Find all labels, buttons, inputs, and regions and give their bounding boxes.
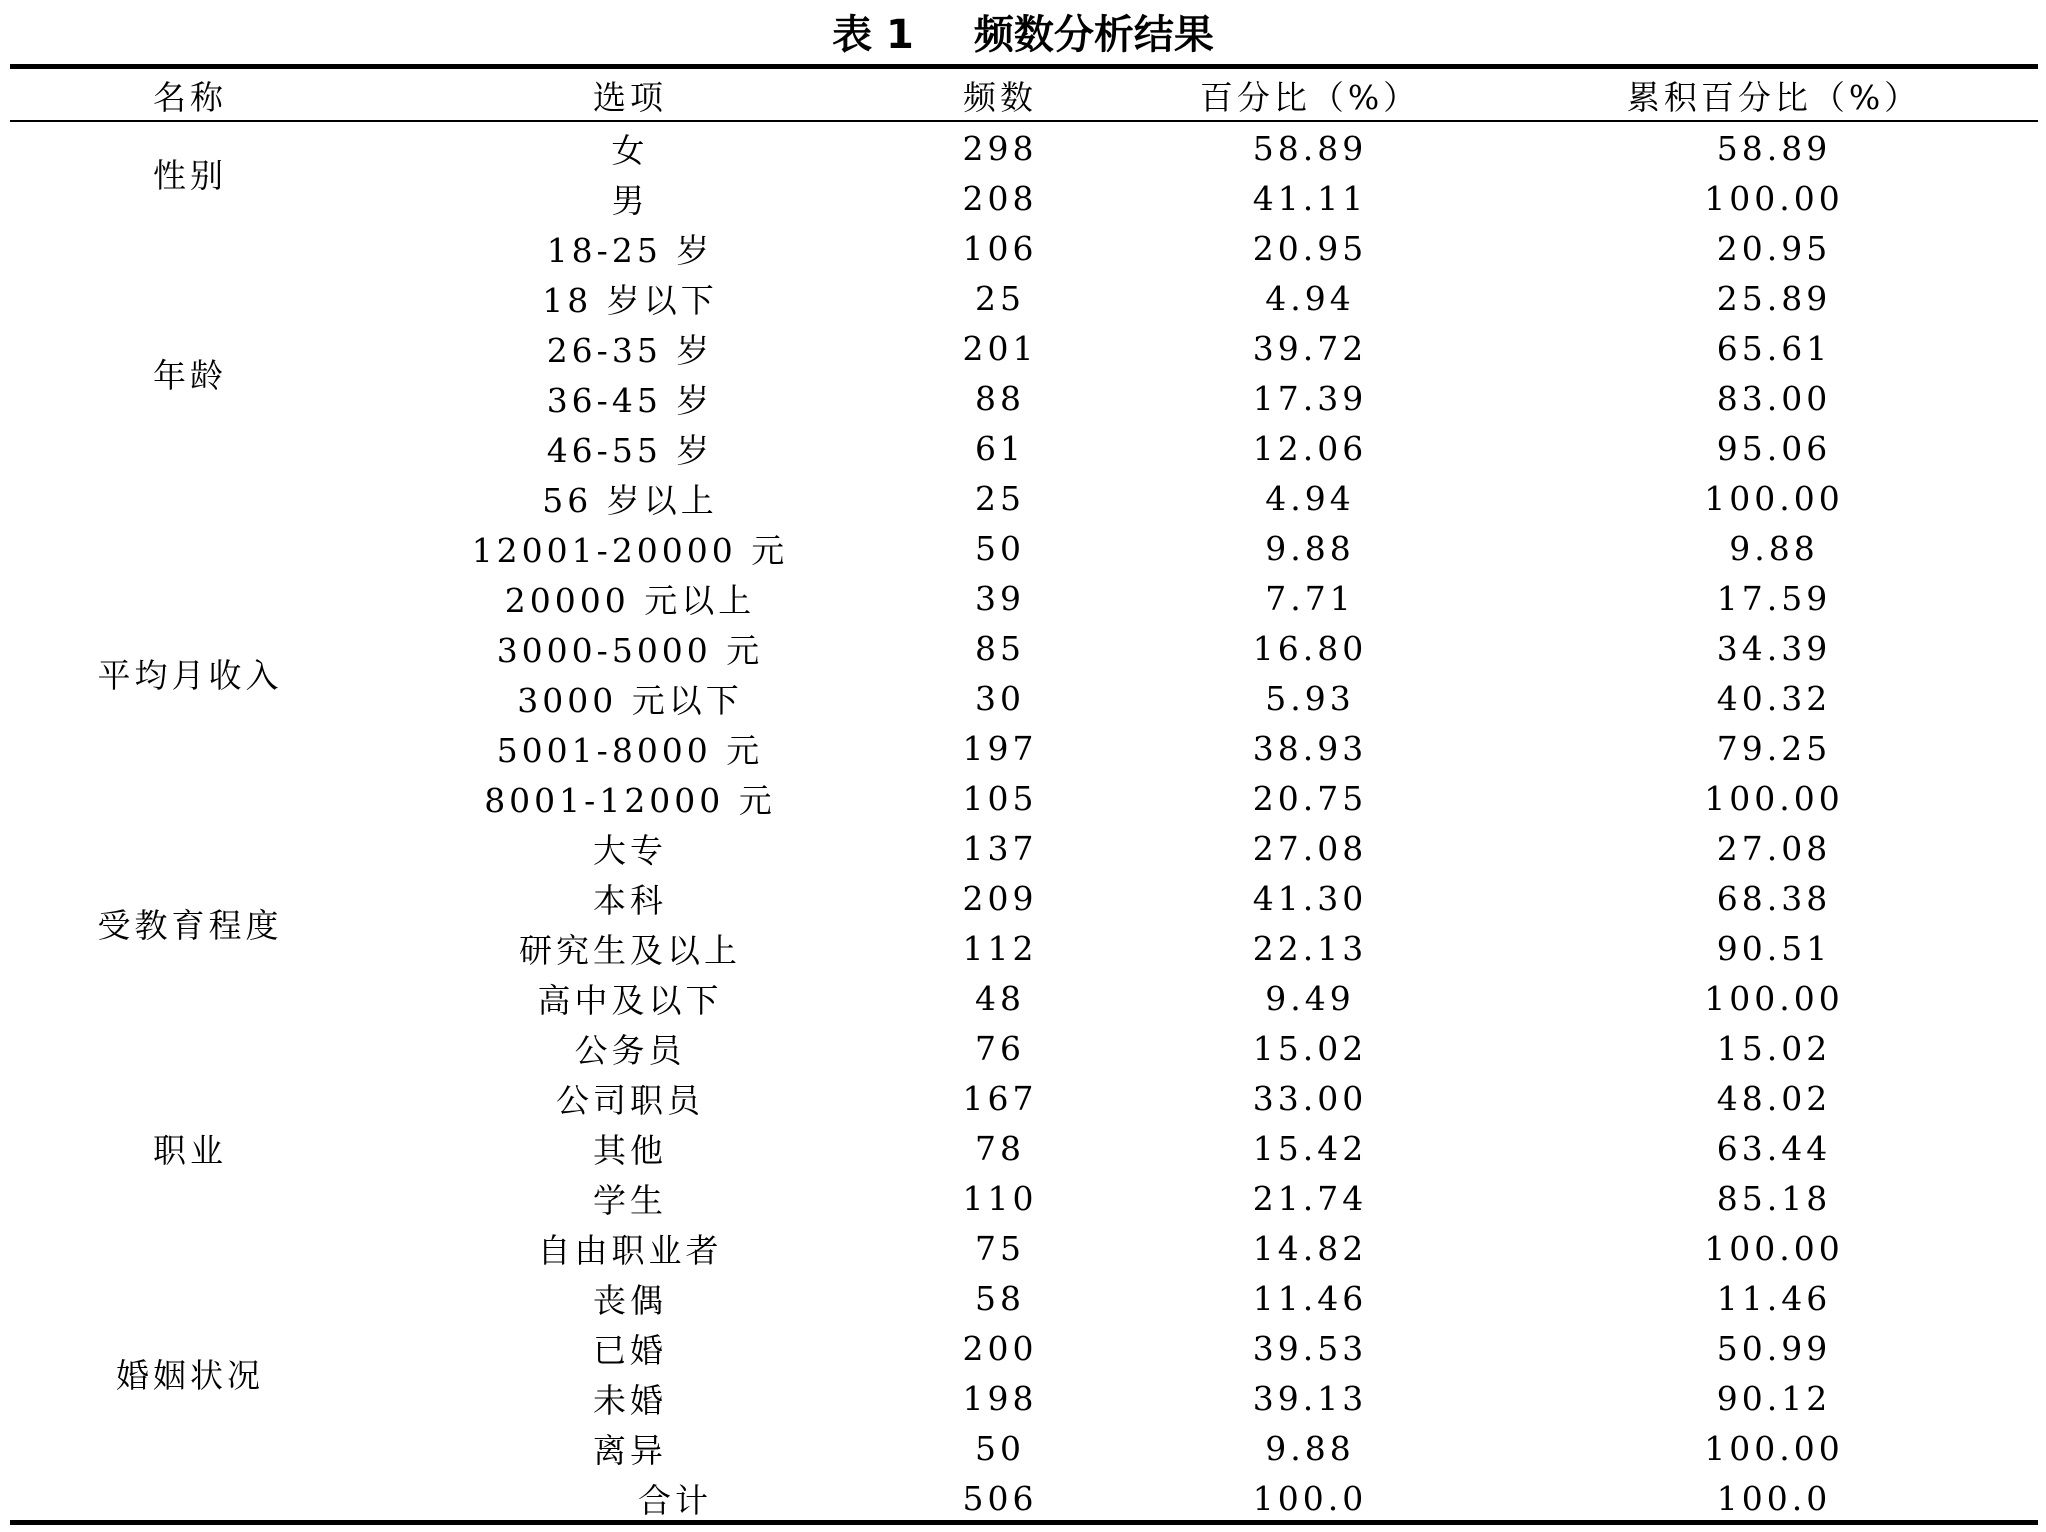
percent-cell: 38.93 <box>1252 728 1368 768</box>
cumulative-cell: 20.95 <box>1716 228 1832 268</box>
option-cell: 公务员 <box>574 1030 686 1070</box>
option-cell: 56 岁以上 <box>542 480 718 520</box>
cumulative-cell: 90.51 <box>1716 928 1832 968</box>
option-cell: 未婚 <box>593 1380 667 1420</box>
group-name: 性别 <box>153 155 227 195</box>
percent-cell: 39.13 <box>1252 1378 1368 1418</box>
option-cell: 18-25 岁 <box>546 230 714 270</box>
cumulative-cell: 11.46 <box>1716 1278 1832 1318</box>
frequency-cell: 76 <box>975 1028 1025 1068</box>
option-cell: 其他 <box>593 1130 667 1170</box>
header-name: 名称 <box>153 78 227 117</box>
percent-cell: 4.94 <box>1265 278 1355 318</box>
percent-cell: 5.93 <box>1265 678 1355 718</box>
cumulative-cell: 100.00 <box>1704 978 1844 1018</box>
option-cell: 高中及以下 <box>537 980 723 1020</box>
option-cell: 男 <box>611 180 649 220</box>
frequency-cell: 85 <box>975 628 1025 668</box>
header-percent: 百分比（%） <box>1199 78 1421 117</box>
table-title <box>0 6 2046 64</box>
option-cell: 36-45 岁 <box>546 380 714 420</box>
percent-cell: 7.71 <box>1265 578 1355 618</box>
cumulative-cell: 79.25 <box>1716 728 1832 768</box>
total-percent: 100.0 <box>1252 1478 1368 1518</box>
header-row <box>10 70 2038 121</box>
top-rule <box>10 64 2038 69</box>
frequency-cell: 298 <box>962 128 1038 168</box>
percent-cell: 22.13 <box>1252 928 1368 968</box>
percent-cell: 15.42 <box>1252 1128 1368 1168</box>
percent-cell: 12.06 <box>1252 428 1368 468</box>
total-label-cell <box>10 1473 890 1523</box>
table-row <box>10 523 2038 573</box>
option-cell: 已婚 <box>593 1330 667 1370</box>
option-cell: 3000 元以下 <box>517 680 743 720</box>
option-cell: 公司职员 <box>556 1080 704 1120</box>
frequency-cell: 209 <box>962 878 1038 918</box>
frequency-cell: 25 <box>975 278 1025 318</box>
group-name: 婚姻状况 <box>116 1355 264 1395</box>
total-cumulative: 100.0 <box>1716 1478 1832 1518</box>
frequency-cell: 50 <box>975 528 1025 568</box>
table-row <box>10 121 2038 173</box>
table-number: 表 1 <box>832 12 914 58</box>
frequency-cell: 39 <box>975 578 1025 618</box>
option-cell: 8001-12000 元 <box>484 780 776 820</box>
percent-cell: 33.00 <box>1252 1078 1368 1118</box>
frequency-cell: 78 <box>975 1128 1025 1168</box>
cumulative-cell: 27.08 <box>1716 828 1832 868</box>
percent-cell: 41.30 <box>1252 878 1368 918</box>
header-option: 选项 <box>593 78 667 117</box>
frequency-cell: 208 <box>962 178 1038 218</box>
frequency-table <box>10 70 2038 1523</box>
header-cumulative-percent: 累积百分比（%） <box>1626 78 1922 117</box>
cumulative-cell: 100.00 <box>1704 1228 1844 1268</box>
percent-cell: 16.80 <box>1252 628 1368 668</box>
option-cell: 女 <box>611 130 649 170</box>
percent-cell: 27.08 <box>1252 828 1368 868</box>
percent-cell: 21.74 <box>1252 1178 1368 1218</box>
option-cell: 自由职业者 <box>537 1230 723 1270</box>
option-cell: 离异 <box>593 1430 667 1470</box>
cumulative-cell: 63.44 <box>1716 1128 1832 1168</box>
percent-cell: 39.53 <box>1252 1328 1368 1368</box>
group-name: 职业 <box>153 1130 227 1170</box>
cumulative-cell: 100.00 <box>1704 478 1844 518</box>
frequency-cell: 50 <box>975 1428 1025 1468</box>
frequency-cell: 30 <box>975 678 1025 718</box>
frequency-cell: 198 <box>962 1378 1038 1418</box>
table-row <box>10 223 2038 273</box>
option-cell: 大专 <box>593 830 667 870</box>
percent-cell: 11.46 <box>1252 1278 1368 1318</box>
percent-cell: 41.11 <box>1252 178 1368 218</box>
percent-cell: 17.39 <box>1252 378 1368 418</box>
header-frequency: 频数 <box>963 78 1037 117</box>
table-row <box>10 823 2038 873</box>
percent-cell: 20.95 <box>1252 228 1368 268</box>
option-cell: 本科 <box>593 880 667 920</box>
frequency-cell: 112 <box>962 928 1038 968</box>
option-cell: 12001-20000 元 <box>471 530 789 570</box>
cumulative-cell: 100.00 <box>1704 778 1844 818</box>
cumulative-cell: 34.39 <box>1716 628 1832 668</box>
percent-cell: 58.89 <box>1252 128 1368 168</box>
cumulative-cell: 48.02 <box>1716 1078 1832 1118</box>
cumulative-cell: 17.59 <box>1716 578 1832 618</box>
frequency-cell: 201 <box>962 328 1038 368</box>
cumulative-cell: 65.61 <box>1716 328 1832 368</box>
option-cell: 学生 <box>593 1180 667 1220</box>
percent-cell: 9.88 <box>1265 528 1355 568</box>
frequency-cell: 48 <box>975 978 1025 1018</box>
frequency-cell: 106 <box>962 228 1038 268</box>
frequency-cell: 105 <box>962 778 1038 818</box>
table-caption: 频数分析结果 <box>973 12 1214 58</box>
percent-cell: 20.75 <box>1252 778 1368 818</box>
cumulative-cell: 50.99 <box>1716 1328 1832 1368</box>
cumulative-cell: 40.32 <box>1716 678 1832 718</box>
cumulative-cell: 68.38 <box>1716 878 1832 918</box>
option-cell: 46-55 岁 <box>546 430 714 470</box>
cumulative-cell: 100.00 <box>1704 178 1844 218</box>
frequency-cell: 197 <box>962 728 1038 768</box>
frequency-cell: 110 <box>962 1178 1038 1218</box>
group-name: 年龄 <box>153 355 227 395</box>
cumulative-cell: 95.06 <box>1716 428 1832 468</box>
frequency-cell: 75 <box>975 1228 1025 1268</box>
cumulative-cell: 9.88 <box>1729 528 1819 568</box>
percent-cell: 39.72 <box>1252 328 1368 368</box>
table-body <box>10 121 2038 1523</box>
cumulative-cell: 100.00 <box>1704 1428 1844 1468</box>
option-cell: 5001-8000 元 <box>496 730 764 770</box>
frequency-cell: 137 <box>962 828 1038 868</box>
percent-cell: 9.49 <box>1265 978 1355 1018</box>
total-frequency: 506 <box>962 1478 1038 1518</box>
total-row <box>10 1473 2038 1523</box>
option-cell: 20000 元以上 <box>504 580 756 620</box>
option-cell: 丧偶 <box>593 1280 667 1320</box>
group-name: 平均月收入 <box>97 655 283 695</box>
group-name: 受教育程度 <box>97 905 283 945</box>
cumulative-cell: 15.02 <box>1716 1028 1832 1068</box>
option-cell: 研究生及以上 <box>519 930 741 970</box>
cumulative-cell: 25.89 <box>1716 278 1832 318</box>
frequency-cell: 25 <box>975 478 1025 518</box>
table-row <box>10 1023 2038 1073</box>
percent-cell: 4.94 <box>1265 478 1355 518</box>
frequency-cell: 61 <box>975 428 1025 468</box>
cumulative-cell: 83.00 <box>1716 378 1832 418</box>
frequency-cell: 200 <box>962 1328 1038 1368</box>
option-cell: 3000-5000 元 <box>496 630 764 670</box>
option-cell: 26-35 岁 <box>546 330 714 370</box>
total-label: 合计 <box>638 1480 712 1520</box>
percent-cell: 15.02 <box>1252 1028 1368 1068</box>
cumulative-cell: 90.12 <box>1716 1378 1832 1418</box>
option-cell: 18 岁以下 <box>542 280 718 320</box>
cumulative-cell: 58.89 <box>1716 128 1832 168</box>
frequency-cell: 167 <box>962 1078 1038 1118</box>
cumulative-cell: 85.18 <box>1716 1178 1832 1218</box>
table-row <box>10 1273 2038 1323</box>
percent-cell: 9.88 <box>1265 1428 1355 1468</box>
frequency-cell: 58 <box>975 1278 1025 1318</box>
frequency-cell: 88 <box>975 378 1025 418</box>
percent-cell: 14.82 <box>1252 1228 1368 1268</box>
